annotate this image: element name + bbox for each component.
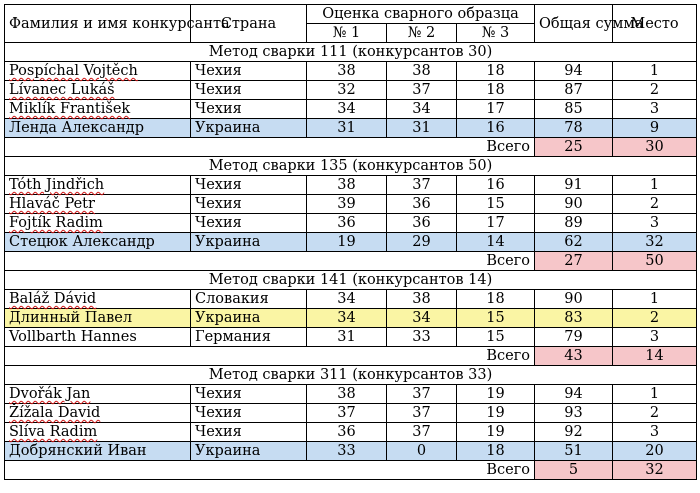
place-cell: 2 — [613, 404, 697, 423]
score-3-cell: 18 — [457, 290, 535, 309]
score-1-cell: 39 — [307, 195, 387, 214]
place-cell: 3 — [613, 100, 697, 119]
place-cell: 1 — [613, 176, 697, 195]
summary-row — [5, 252, 697, 271]
table-row-ukraine — [5, 233, 697, 252]
competitor-name: Pospíchal Vojtěch — [9, 63, 138, 79]
score-3-cell: 16 — [457, 176, 535, 195]
score-1-cell: 37 — [307, 404, 387, 423]
competitor-name: Hlaváč Petr — [9, 196, 95, 212]
header-total: Общая сумма — [535, 5, 613, 43]
place-cell: 2 — [613, 81, 697, 100]
results-table — [4, 4, 697, 480]
score-2-cell: 0 — [387, 442, 457, 461]
score-1-cell: 38 — [307, 62, 387, 81]
header-place: Место — [613, 5, 697, 43]
score-3-cell: 16 — [457, 119, 535, 138]
score-1-cell: 38 — [307, 385, 387, 404]
total-cell: 87 — [535, 81, 613, 100]
total-cell: 91 — [535, 176, 613, 195]
summary-place: 50 — [613, 252, 697, 271]
total-label: Всего — [5, 347, 535, 366]
score-2-cell: 38 — [387, 62, 457, 81]
summary-place: 30 — [613, 138, 697, 157]
competitor-name: Fojtík Radim — [9, 215, 103, 231]
score-3-cell: 18 — [457, 81, 535, 100]
summary-total: 5 — [535, 461, 613, 480]
score-1-cell: 31 — [307, 328, 387, 347]
score-3-cell: 15 — [457, 328, 535, 347]
score-2-cell: 37 — [387, 423, 457, 442]
country-cell: Словакия — [191, 290, 307, 309]
competitor-name: Tóth Jindřich — [9, 177, 105, 193]
total-label: Всего — [5, 138, 535, 157]
score-3-cell: 19 — [457, 385, 535, 404]
country-cell: Чехия — [191, 404, 307, 423]
total-cell: 78 — [535, 119, 613, 138]
score-2-cell: 34 — [387, 100, 457, 119]
header-name: Фамилия и имя конкурсанта — [5, 5, 191, 43]
score-1-cell: 34 — [307, 290, 387, 309]
table-row — [5, 385, 697, 404]
score-1-cell: 32 — [307, 81, 387, 100]
section-title: Метод сварки 135 (конкурсантов 50) — [5, 157, 697, 176]
country-cell: Чехия — [191, 62, 307, 81]
score-1-cell: 19 — [307, 233, 387, 252]
table-row — [5, 328, 697, 347]
table-row — [5, 62, 697, 81]
summary-row — [5, 461, 697, 480]
total-cell: 92 — [535, 423, 613, 442]
score-2-cell: 37 — [387, 176, 457, 195]
score-1-cell: 34 — [307, 100, 387, 119]
competitor-name: Baláž Dávid — [9, 291, 97, 307]
score-2-cell: 33 — [387, 328, 457, 347]
place-cell: 3 — [613, 328, 697, 347]
summary-place: 32 — [613, 461, 697, 480]
total-cell: 90 — [535, 290, 613, 309]
score-1-cell: 36 — [307, 214, 387, 233]
score-2-cell: 37 — [387, 81, 457, 100]
header-country: Страна — [191, 5, 307, 43]
place-cell: 32 — [613, 233, 697, 252]
table-row-ukraine — [5, 119, 697, 138]
total-cell: 83 — [535, 309, 613, 328]
table-row — [5, 176, 697, 195]
country-cell: Чехия — [191, 176, 307, 195]
total-label: Всего — [5, 252, 535, 271]
score-3-cell: 18 — [457, 442, 535, 461]
score-3-cell: 19 — [457, 404, 535, 423]
place-cell: 1 — [613, 385, 697, 404]
summary-total: 43 — [535, 347, 613, 366]
summary-row — [5, 138, 697, 157]
country-cell: Украина — [191, 233, 307, 252]
section-title: Метод сварки 311 (конкурсантов 33) — [5, 366, 697, 385]
total-cell: 89 — [535, 214, 613, 233]
score-2-cell: 36 — [387, 195, 457, 214]
place-cell: 2 — [613, 195, 697, 214]
country-cell: Чехия — [191, 385, 307, 404]
score-1-cell: 33 — [307, 442, 387, 461]
competitor-name: Miklík František — [9, 101, 131, 117]
header-score-3: № 3 — [457, 24, 535, 43]
place-cell: 2 — [613, 309, 697, 328]
score-1-cell: 31 — [307, 119, 387, 138]
total-cell: 85 — [535, 100, 613, 119]
total-cell: 90 — [535, 195, 613, 214]
country-cell: Украина — [191, 309, 307, 328]
score-2-cell: 31 — [387, 119, 457, 138]
table-row — [5, 195, 697, 214]
country-cell: Украина — [191, 119, 307, 138]
place-cell: 1 — [613, 62, 697, 81]
competitor-name: Žížala David — [9, 405, 101, 421]
score-3-cell: 15 — [457, 309, 535, 328]
total-cell: 94 — [535, 385, 613, 404]
competitor-name: Стецюк Александр — [5, 233, 191, 252]
competitor-name: Ленда Александр — [5, 119, 191, 138]
table-row-ukraine — [5, 442, 697, 461]
section-title: Метод сварки 111 (конкурсантов 30) — [5, 43, 697, 62]
score-3-cell: 17 — [457, 100, 535, 119]
competitor-name: Добрянский Иван — [5, 442, 191, 461]
place-cell: 3 — [613, 214, 697, 233]
table-row — [5, 81, 697, 100]
country-cell: Чехия — [191, 423, 307, 442]
score-1-cell: 36 — [307, 423, 387, 442]
score-3-cell: 17 — [457, 214, 535, 233]
country-cell: Чехия — [191, 100, 307, 119]
summary-total: 27 — [535, 252, 613, 271]
total-cell: 93 — [535, 404, 613, 423]
section-title: Метод сварки 141 (конкурсантов 14) — [5, 271, 697, 290]
score-2-cell: 37 — [387, 385, 457, 404]
score-1-cell: 34 — [307, 309, 387, 328]
table-row — [5, 423, 697, 442]
header-score-2: № 2 — [387, 24, 457, 43]
country-cell: Украина — [191, 442, 307, 461]
total-cell: 94 — [535, 62, 613, 81]
score-1-cell: 38 — [307, 176, 387, 195]
total-cell: 51 — [535, 442, 613, 461]
score-3-cell: 15 — [457, 195, 535, 214]
place-cell: 1 — [613, 290, 697, 309]
score-2-cell: 34 — [387, 309, 457, 328]
competitor-name: Vollbarth Hannes — [5, 328, 191, 347]
summary-row — [5, 347, 697, 366]
country-cell: Чехия — [191, 214, 307, 233]
total-cell: 79 — [535, 328, 613, 347]
total-label: Всего — [5, 461, 535, 480]
table-row — [5, 404, 697, 423]
country-cell: Чехия — [191, 81, 307, 100]
country-cell: Германия — [191, 328, 307, 347]
competitor-name: Длинный Павел — [5, 309, 191, 328]
competitor-name: Slíva Radim — [9, 424, 98, 440]
score-2-cell: 37 — [387, 404, 457, 423]
score-3-cell: 14 — [457, 233, 535, 252]
table-row — [5, 290, 697, 309]
place-cell: 9 — [613, 119, 697, 138]
score-2-cell: 36 — [387, 214, 457, 233]
header-score-1: № 1 — [307, 24, 387, 43]
score-3-cell: 18 — [457, 62, 535, 81]
score-2-cell: 38 — [387, 290, 457, 309]
summary-total: 25 — [535, 138, 613, 157]
total-cell: 62 — [535, 233, 613, 252]
place-cell: 3 — [613, 423, 697, 442]
country-cell: Чехия — [191, 195, 307, 214]
header-score-group: Оценка сварного образца — [307, 5, 535, 24]
table-row — [5, 100, 697, 119]
competitor-name: Dvořák Jan — [9, 386, 91, 402]
place-cell: 20 — [613, 442, 697, 461]
table-row-ukraine — [5, 309, 697, 328]
table-row — [5, 214, 697, 233]
score-3-cell: 19 — [457, 423, 535, 442]
summary-place: 14 — [613, 347, 697, 366]
competitor-name: Lívanec Lukáš — [9, 82, 115, 98]
score-2-cell: 29 — [387, 233, 457, 252]
